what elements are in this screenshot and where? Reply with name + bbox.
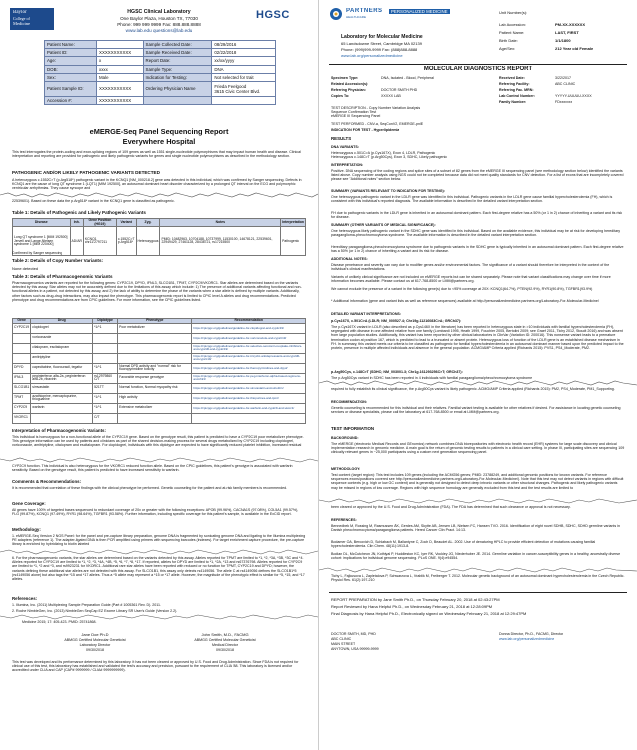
table-row [13,373,306,383]
background-text: The eMERGE (electronic Medical Records and GEnomics) network combines DNA biorepositories with electronic health record (EHR) systems for large scale discovery and clinical implementation research in genomic medicine. A main goal is the return of genomic testing results to patients in a clinical care setting. In phase III, participating sites are sequencing 109 clinically relevant genes in ~25,000 participants using a custom next generation sequencing panel. [331,442,625,455]
report-title: eMERGE-Seq Panel Sequencing Report [89,127,229,136]
info-label: Referring Fac. MRN: [499,88,534,92]
references-title: References: [12,596,38,601]
table-row [13,393,306,403]
summary1-text: One heterozygous pathogenic variant in the LDLR gene was identified in this individual. Pathogenic variants in the LDLR gene cause familial hypercholesterolemia (FH), which is consistent with this individual's reported diagnosis. The available information is described in the detailed variant interpretation section. [331,195,613,204]
reference-item: 2. Roche NimbleGen, Inc. (2013) NimbleGen SeqCap EZ Exome Library SR User's Guide (Version 2.2). [12,609,178,613]
table-row [13,403,306,413]
table-row [45,73,276,81]
page-tear [319,380,637,386]
table-cell: 521TT [93,383,118,393]
table-cell: citalopram, escitalopram [31,343,93,353]
summary2-text: One heterozygous likely pathogenic variant in the SDHC gene was identified in this individual. Based on the available evidence, this individual may be at risk for developing hereditary paraganglioma-pheochromocytoma syndrome. The available information is described in the detailed variant interpretation section. [331,229,621,238]
reference-item: Bodian DL, McCutcheon JN, Kothiyal P, Huddleston KC, Iyer RK, Vockley JG, Niederhuber JE. 2014. Germline variation in cancer-susceptibility genes in a healthy, ancestrally diverse cohort: implications for individual genome sequencing. PLoS ONE. 9(4):e94554. [331,552,621,561]
methodology-title: METHODOLOGY: [331,467,361,471]
summary1-text-2: FH due to pathogenic variants in the LDLR gene is inherited in an autosomal dominant pattern. Each first-degree relative has a 50% (or 1 in 2) chance of inheriting a variant and its risk for disease. [331,211,623,220]
notes-text-4: * Additional information (gene and variant lists as well as reference sequences) available at http://personalizedmedicine.partners.org/Laboratory-For-Molecular-Medicine/ [331,299,599,303]
test-performed: TEST PERFORMED - CNV-a, SeqConV2, EMERGE-pnlE [331,122,424,126]
info-value: FDxxxxxxx [555,100,573,104]
methodology-text: 1. eMERGE-Seq Version 2 NGS Panel: for the panel and pre-capture library preparation, genome DNA is fragmented by sonicating genome DNA and ligating to the Illumina multiplexing PE adapters (reference 1). The adapter-ligated DNA is then PCR amplified using primers with sequencing barcodes (indexes). For target enrichment capture procedure, the pre-capture library is enriched by hybridizing to biotin labeled [12,534,306,547]
table-cell: PMID: 10482963, 10704188, 10737999, 11530100, 14678121, 22539601, 22949429, 27461128, 28438721, rs17215500 [160,227,281,256]
field-label: DOB: [45,65,97,73]
accession-value: 1/1/1800 [555,38,571,43]
field-value: xx/xx/yyyy [212,57,276,65]
field-label: Report Date: [143,57,212,65]
summary2-text-2: Hereditary paraganglioma-pheochromocytoma syndrome due to pathogenic variants in the SDHC gene is typically inherited in an autosomal dominant pattern. Each first-degree relative has a 50% (or 1 in 2) chance of inheriting a variant and its risk for disease. [331,245,624,254]
report-prep: REPORT PREPARATION by Jane Smith Ph.D., on Thursday February 20, 2018 at 02:43:27PM [331,597,500,602]
info-label: Copies To: [331,94,350,98]
lab-phone: Phone: (999)999-9999 Fax: (888)888-8888 [341,47,418,52]
table-cell: voriconazole [31,333,93,343]
table-cell: TPMT [13,393,31,403]
column-header: Gene [13,319,31,324]
table-cell: https://cpicpgx.org/guidelines/guideline-for-warfarin-and-cyp2c9-and-vkorc1/ [192,403,306,413]
coverage-title: Gene Coverage: [12,501,46,506]
methodology-title: Methodology: [12,527,41,532]
field-value: 02/22/2018 [212,49,276,57]
info-label: Referring Physician: [331,88,366,92]
field-label: Sex: [45,73,97,81]
info-value: 3/22/2017 [555,76,571,80]
table-cell: Extensive metabolizer [118,403,192,413]
page-tear [0,457,318,463]
table-cell: *1/*1 [93,323,118,333]
partners-emblem-icon [329,7,343,21]
variant2-text: The p.Arg50Cys variant in SDHC has been reported in 4 individuals with familial paraganglioma/pheochromocytoma syndrome [331,376,533,380]
table-cell: KCNQ1 chr11:2797211 [83,227,116,256]
divider [329,64,627,65]
table-cell: peginterferon alfa-2a, peginterferon alfa-2b, ribavirin [31,373,93,383]
table-cell: *1/*1 [93,403,118,413]
reference-item: 1. Illumina, Inc. (2011) Multiplexing Sample Preparation Guide (Part # 1005361 Rev. D). 2011. [12,603,162,607]
info-label: Referring Facility: [499,82,530,86]
table-cell [93,353,118,363]
table-cell [118,353,192,363]
field-value: Male [97,73,144,81]
notes-text: Disease penetrance and severity can vary due to modifier genes and/or environmental factors. The significance of a variant should therefore be interpreted in the context of the individual's clinical manifestations. [331,263,610,272]
accession-label: Patient Name: [499,30,525,35]
unit-number: Unit Number(s): [499,10,528,15]
table-cell: Pathogenic [281,227,306,256]
intro-text: This test interrogates the protein-coding and exon-splicing regions of 109 genes as well as 1551 single-nucleotide polymorphisms that may impact human health and disease. Clinical interpretation and reporting are provided for pathogenic and likely pathogenic variants for genes and single nucleotide polymorphisms as described in the methodology section. [12,150,301,159]
table-row [45,81,276,96]
field-value: DNA [212,65,276,73]
background-title: BACKGROUND: [331,436,359,440]
table-cell: clopidogrel [31,323,93,333]
lab-address: 65 Landsdowne Street, Cambridge MA 02139 [341,41,422,46]
variant2-text-2: required to fully establish its clinical significance, the p.Arg50Cys variant is likely pathogenic. ACMG/AMP Criteria applied (Richards 2015): PM2, PS4_Moderate, PM1_Supporting. [331,387,615,391]
column-header: Disease [13,219,71,227]
methodology-text-2: been cleared or approved by the U.S. Food and Drug Administration (FDA). The FDA has determined that such clearance or approval is not necessary. [331,505,571,509]
lab-name: Laboratory for Molecular Medicine [341,34,423,40]
table-cell: Normal function, Normal myopathy risk [118,383,192,393]
column-header: Inh. [70,219,83,227]
table-cell: https://cpicpgx.org/guidelines/guideline-for-tricyclic-antidepressants-and-cyp2d6-and-cyp2c19/ [192,353,306,363]
field-label: Ordering Physician Name [143,81,212,96]
page-tear [0,549,318,555]
test-description: TEST DESCRIPTION - Copy Number Variation Analysis Sequence Confirmation Test eMERGE III Sequencing Panel [331,106,421,119]
table2-text: None detected [12,266,39,271]
table-cell: Favorable response genotype [118,373,192,383]
table-cell [118,413,192,423]
field-label [143,96,212,104]
page-tear [0,192,318,198]
table-row [13,323,306,333]
results-title: RESULTS [331,136,352,141]
coverage-text: All genes have 100% of targeted bases sequenced to redundant coverage of 20x or greater with the following exceptions: APOB (99.96%), CACNA1S (97.08%), COL5A1 (99.57%), FLG (99.87%), KCNQ1 (97.49%), RYR1 (98.64%), TGFBR1 (93.58%). Further information, including specific coverage for this patient's sample, is available in the ExCID report. [12,508,299,517]
field-value: XXXXXXXXXXX [97,81,144,96]
column-header: Notes [160,219,281,227]
table-cell: VKORC1 [13,413,31,423]
table-cell [118,333,192,343]
field-value: x [97,57,144,65]
field-value [212,96,276,104]
accession-value: LAST, FIRST [555,30,579,35]
summary1-title: SUMMARY (VARIANTS RELEVANT TO INDICATION FOR TESTING): [331,189,445,193]
column-header: Zyg. [136,219,160,227]
table-cell [31,413,93,423]
table-row [13,343,306,353]
table-row [45,65,276,73]
column-header: Recommendation [192,319,306,324]
table-row [13,333,306,343]
lab-web: www.lab.org/personalizedmedicine [341,53,403,58]
page-tear [319,498,637,504]
field-label: Patient ID: [45,49,97,57]
field-value: 08/29/2016 [212,41,276,49]
field-label: Sample Collected Date: [143,41,212,49]
interpretation-text: Positive. DNA sequencing of the coding regions and splice sites of a subset of 82 genes from the eMERGE III sequencing panel (see methodology section below) identified the variants listed above. Copy number analysis using NGS could not be completed because data did not meet quality standards for CNV detection. For a list of exons that are incompletely covered please see "Additional notes" section below. [331,169,624,182]
field-label: Age: [45,57,97,65]
table-row [13,363,306,373]
field-label: Sample Received Date: [143,49,212,57]
methodology-text-2: 6. For the pharmacogenomic variants, the star alleles are determined based on the variants detected by this assay. Alleles reported for TPMT are limited to *1, *2, *3A, *3B, *3C and *4. Alleles reported for CYP2C19 are limited to *1, *2, *3, *4A, *4B, *5, *6, *7, *8, *17. If reported, alleles for DPYD are limited to *1, *2A, *13 and rs67376798. Alleles reported for CYP2C9 are limited to *1, *2 and *3, and rs9923231 for VKORC1. Additional rare star alleles have been reported with reduced or no function for TPMT, CYP2C19 and DPYD; however, the variants defining these additional star alleles are not detected with this assay. For SLCO1B1, this assay only detects rs4149056. The allele C at rs4149056 defines the SLCO1B1*5 (rs4149056 alone) but also tags the *15 and *17 alleles. Thus a *5 allele may represent a *15 or *17 allele. However, the magnitude of the phenotypic effect is similar for *5, *15, and *17 alleles. [12,556,305,582]
column-header: Diplotype [93,319,118,324]
field-label: Accession #: [45,96,97,104]
table-row [45,96,276,104]
interp-title: Interpretation of Pharmacogenomic Variants: [12,428,106,433]
reference-item: Tichy L, Fajkusova L, Zapletalova P, Schwarzova L, Vrablik M, Freiberger T. 2012. Molecular genetic background of an autosomal dominant hypercholesterolemia in the Czech Republic. Physiol Res. 61(2):197-210 [331,574,625,583]
table-cell: https://cpicpgx.org/guidelines/guideline-for-fluoropyrimidines-and-dpyd/ [192,363,306,373]
hgsc-brand: HGSC [256,9,290,21]
pathogenic-section-title: PATHOGENIC AND/OR LIKELY PATHOGENIC VARIANTS DETECTED [12,170,160,175]
field-value: XXXXXXXXXXX [97,96,144,104]
page-tear [319,567,637,573]
table-cell: https://cpicpgx.org/guidelines/guideline-for-peg-interferon-alpha-based-regimens-and-ifnl3/ [192,373,306,383]
table2-title: Table 2: Details of Copy Number Variants: [12,258,104,263]
reference-item: Medicine 2015; 17: 405-423. PMID: 25741868. [22,620,97,624]
table-cell: warfarin [31,403,93,413]
table3-text: Pharmacogenomics variants are reported for the following genes: CYP2C19, DPYD, IFNL3, SLCO1B1, TPMT, CYP2C9/VKORC1. Star alleles are determined based on the variants detected by this assay. Star alleles may not be accurately defined due to the limitations of this assay which include: 1) The presence of additional variants affecting functional and non-functional alleles in a patient, not detected by this assay, and 2) the lack of ability to determine the phase of the variants when a star allele is defined by multiple variants. Additionally, other factors such as drug-drug interactions, may also impact the phenotype. This pharmacogenomic report is limited to CPIC level A alleles and drug recommendations. Predicted phenotype and drug recommendations are from CPIC guidelines. For more information, see the CPIC guidelines listed. [12,281,302,302]
table-cell: amitriptyline [31,353,93,363]
detailed-title: DETAILED VARIANT INTERPRETATIONS: [331,312,402,316]
reference-item: Bennedbek M, Rossing M, Rasmussen ÅK, Gerdes AM, Skytte AB, Jensen LB, Nielsen FC, Hansen TVO. 2016. Identification of eight novel SDHB, SDHC, SDHD germline variants in Danish pheochromocytoma/paraganglioma patients. Hered Cancer Clin Pract. 14:13. [331,524,620,533]
field-value: xxxx [97,65,144,73]
accession-label: Lab Accession: [499,22,526,27]
lab-phone: Phone: 999 999 9999 Fax: 888.888.8888 [117,22,201,27]
column-header: Gene Position (HG19) [83,219,116,227]
accession-value: 212 Year old Female [555,46,594,51]
report-subtitle: Everywhere Hospital [122,137,196,146]
comments-title: Comments & Recommendations: [12,479,82,484]
table-cell: Normal DPD activity and "normal" risk for fluoropyrimidine toxicity [118,363,192,373]
table-row [45,41,276,49]
column-header: Interpretation [281,219,306,227]
table-cell: rs12979860 C/T [93,373,118,383]
test-info-title: TEST INFORMATION [331,426,375,431]
column-header: Drug [31,319,93,324]
table-cell: azathioprine, mercaptopurine, thioguanine [31,393,93,403]
report-title: MOLECULAR DIAGNOSTICS REPORT [423,66,533,72]
table-cell: https://cpicpgx.org/guidelines/guideline-for-voriconazole-and-cyp2c19/ [192,333,306,343]
table3-title: Table 3: Details of Pharmacogenomic Variants [12,274,113,279]
table-cell: https://cpicpgx.org/guidelines/guideline-for-selective-serotonin-reuptake-inhibitors-and-cyp2d6-and-cyp2c19/ [192,343,306,353]
notes-text-2: Variants of unlikely clinical significance are not included on eMERGE reports but can be shared separately. Please note that variant classifications may change over time if more information becomes available. Please contact us at 617-768-8500 or LMM@partners.org. [331,275,611,284]
divider [329,592,627,593]
accession-label: Age/Sex: [499,46,516,51]
table-cell: CYP2C19 [13,323,31,333]
signature-name: John Smith, M.D., FACMG [201,632,249,637]
column-header: Phenotype [118,319,192,324]
table-cell [192,413,306,423]
table-cell: CYP2C9 [13,403,31,413]
table1-title: Table 1: Details of Pathogenic and Likely Pathogenic Variants [12,210,146,215]
info-value: DNA, Isolated - Blood, Peripheral [381,76,434,80]
field-label: Patient Sample ID: [45,81,97,96]
table-cell: DPYD [13,363,31,373]
indication: INDICATION FOR TEST - Hyperlipidemia [331,128,400,132]
table-cell: SLCO1B1 [13,383,31,393]
table-cell: *1/*1 [93,363,118,373]
table-cell: https://cpicpgx.org/guidelines/guideline-for-clopidogrel-and-cyp2c19/ [192,323,306,333]
table-cell: Poor metabolizer [118,323,192,333]
recommendation-title: RECOMMENDATION: [331,400,368,404]
table-cell: Heterozygous [136,227,160,256]
table-cell: C/T [93,413,118,423]
partners-report-page: PARTNERS HEALTHCARE PERSONALIZED MEDICINE Unit Number(s): Laboratory for Molecular Medicine 65 Landsdowne Street, Cambridge MA 02139 Phone: (999)999-9999 Fax: (888)888-8888 www.lab.org/personalizedmedicine Lab Accession: PM-XX-XXXXXX Patient Name: LAST, FIRST Birth Date: 1/1/1800 Age/Sex: 212 Year old Female MOLECULAR DIAGNOSTICS REPORT Specimen Type: DNA, Isolated - Blood, Peripheral Related Accession(s): Referring Physician: DOCTOR SMITH PHD Copies To: XXXXX LAB Received Date: 3/22/2017 Referring Facility: ABC CLINIC Referring Fac. MRN: Lab Control Number: YYYYY-UUUUU-XXXX Family Number: FDxxxxxxx TEST DESCRIPTION - Copy Number Variation Analysis Sequence Confirmation Test eMERGE III Sequencing Panel TEST PERFORMED - CNV-a, SeqConV2, EMERGE-pnlE INDICATION FOR TEST - Hyperlipidemia RESULTS DNA VARIANTS: Heterozygous c.501C>A (p.Cys167X), Exon 4, LDLR, Pathogenic Heterozygous c.148C>T (p.Arg50Cys), Exon 3, SDHC, Likely pathogenic INTERPRETATION: Positive. DNA sequencing of the coding regions and splice sites of a subset of 82 genes from the eMERGE III sequencing panel (see methodology section below) identified the variants listed above. Copy number analysis using NGS could not be completed because data did not meet quality standards for CNV detection. For a list of exons that are incompletely covered please see "Additional notes" section below. SUMMARY (VARIANTS RELEVANT TO INDICATION FOR TESTING): One heterozygous pathogenic variant in the LDLR gene was identified in this individual. Pathogenic variants in the LDLR gene cause familial hypercholesterolemia (FH), which is consistent with this individual's reported diagnosis. The available information is described in the detailed variant interpretation section. FH due to pathogenic variants in the LDLR gene is inherited in an autosomal dominant pattern. Each first-degree relative has a 50% (or 1 in 2) chance of inheriting a variant and its risk for disease. SUMMARY (OTHER VARIANTS OF MEDICAL SIGNIFICANCE): One heterozygous likely pathogenic variant in the SDHC gene was identified in this individual. Based on the available evidence, this individual may be at risk for developing hereditary paraganglioma-pheochromocytoma syndrome. The available information is described in the detailed variant interpretation section. Hereditary paraganglioma-pheochromocytoma syndrome due to pathogenic variants in the SDHC gene is typically inherited in an autosomal dominant pattern. Each first-degree relative has a 50% (or 1 in 2) chance of inheriting a variant and its risk for disease. ADDITIONAL NOTES: Disease penetrance and severity can vary due to modifier genes and/or environmental factors. The significance of a variant should therefore be interpreted in the context of the individual's clinical manifestations. Variants of unlikely clinical significance are not included on eMERGE reports but can be shared separately. Please note that variant classifications may change over time if more information becomes available. Please contact us at 617-768-8500 or LMM@partners.org. We cannot exclude the presence of a variant in the following gene(s) due to <95% coverage at 20X: KCNQ1(64.7%), PTEN(92.9%), RYR1(90.8%), TGFBR1(93.9%) * Additional information (gene and variant lists as well as reference sequences) available at http://personalizedmedicine.partners.org/Laboratory-For-Molecular-Medicine/ DETAILED VARIANT INTERPRETATIONS: p.Cys167X, c.501C>A (LDLR; NM_000527.4; Chr19g.11216083C>A; GRCh37): The p.Cys167X variant in LDLR (also described as p.Cys146X in the literature) has been reported in heterozygous state in >10 individuals with familial hypercholesterolemia (FH), segregated with disease in one affected relative from one family (Lombardi 1995, Heath 1999, Fouchier 2005, Bertolini 2009; see Graef 2011, Tichy 2012, Stoudt 2016) and was absent from large population studies. Additionally, this variant has been reported by other clinical laboratories in ClinVar (Variation ID: 200016). This nonsense variant leads to a premature termination codon at position 167, which is predicted to lead to a truncated or absent protein. Heterozygous loss of function of the LDLR gene is an established disease mechanism in FH. In summary, this variant meets our criteria to be classified as pathogenic for familial hypercholesterolemia in an autosomal dominant manner based upon the predicted impact to the protein, presence in multiple affected individuals and absence in the general population. ACMG/AMP Criteria applied (Richards 2015): PVS1, PS4_Moderate, PM2. p.Arg50Cys, c.148C>T (SDHC; NM_003001.3; Chr1g.161293256C>T; GRCh37): The p.Arg50Cys variant in SDHC has been reported in 4 individuals with familial paraganglioma/pheochromocytoma syndrome required to fully establish its clinical significance, the p.Arg50Cys variant is likely pathogenic. ACMG/AMP Criteria applied (Richards 2015): PM2, PS4_Moderate, PM1_Supporting. RECOMMENDATION: Genetic counseling is recommended for this individual and their relatives. Familial variant testing is available for other relatives if desired. For assistance in locating genetic counseling services or disease specialists, please call the laboratory at 617-768-8500 or email at LMM@partners.org. TEST INFORMATION BACKGROUND: The eMERGE (electronic Medical Records and GEnomics) network combines DNA biorepositories with electronic health record (EHR) systems for large scale discovery and clinical implementation research in genomic medicine. A main goal is the return of genomic testing results to patients in a clinical care setting. In phase III, participating sites are sequencing 109 clinically relevant genes in ~25,000 participants using a custom next generation sequencing panel. METHODOLOGY: Test content (target region): This test includes 109 genes (including the ACMG56 genes; PMID: 23788249, and additional genomic positions for known variants. For reference sequences exons/positions covered see http://personalizedmedicine.partners.org/Laboratory-For-Molecular-Medicine/). Note that this test may not detect variants in regions with difficult sequence contexts (e.g. high or low GC content) and is generally not designed to detect deep intronic variants or other structural changes. Pathogenic and likely pathogenic variants may be missed in regions of low coverage. Regions with high sequence homology are generally excluded from this test and the test results are limited to been cleared or approved by the U.S. Food and Drug Administration (FDA). The FDA has determined that such clearance or approval is not necessary. REFERENCES: Bennedbek M, Rossing M, Rasmussen ÅK, Gerdes AM, Skytte AB, Jensen LB, Nielsen FC, Hansen TVO. 2016. Identification of eight novel SDHB, SDHC, SDHD germline variants in Danish pheochromocytoma/paraganglioma patients. Hered Cancer Clin Pract. 14:13. Bodamer OA, Bercovich D, Schlabach M, Ballantyne C, Zoch D, Beaudet AL. 2002. Use of denaturing HPLC to provide efficient detection of mutations causing familial hypercholesterolemia. Clin Chem. 48(11):1913-8. Bodian DL, McCutcheon JN, Kothiyal P, Huddleston KC, Iyer RK, Vockley JG, Niederhuber JE. 2014. Germline variation in cancer-susceptibility genes in a healthy, ancestrally diverse cohort: implications for individual genome sequencing. PLoS ONE. 9(4):e94554. Tichy L, Fajkusova L, Zapletalova P, Schwarzova L, Vrablik M, Freiberger T. 2012. Molecular genetic background of an autosomal dominant hypercholesterolemia in the Czech Republic. Physiol Res. 61(2):197-210 REPORT PREPARATION by Jane Smith Ph.D., on Thursday February 20, 2018 at 02:43:27PM Report Reviewed by Hana Helpful Ph.D., on Wednesday February 21, 2018 at 12:28:09PM Final Diagnosis by Hana Helpful Ph.D., Electronically signed on Wednesday February 21, 2018 at 12:29:47PM DOCTOR SMITH, MD, PHD ABC CLINIC MAIN STREET ANYTOWN, USA 99999-9999 Donna Director, Ph.D., FACMG, Director www.lab.org/personalizedmedicine [319,0,637,750]
field-label: Indication for Testing: [143,73,212,81]
table-cell [13,333,31,343]
final-diagnosis: Final Diagnosis by Hana Helpful Ph.D., Electronically signed on Wednesday February 21, 2018 at 12:29:47PM [331,611,527,616]
accession-label: Birth Date: [499,38,518,43]
summary2-title: SUMMARY (OTHER VARIANTS OF MEDICAL SIGNIFICANCE): [331,223,436,227]
dna-variants-title: DNA VARIANTS: [331,145,359,149]
disclaimer-text: This test was developed and its performance determined by this laboratory. It has not been cleared or approved by U.S. Food and Drug Administration. Since FDA is not required for clinical use of this test, this laboratory has established and validated the test's accuracy and precision, pursuant to the requirement of CLIA '88. This laboratory is licensed and/or accredited under CLIA and CAP (CAP# 9999999 / CLIA# 9999999999). [12,660,299,673]
table-cell: High activity [118,393,192,403]
column-header: Variant [116,219,136,227]
table-cell: https://cpicpgx.org/guidelines/guideline-for-thiopurines-and-tpmt/ [192,393,306,403]
table-cell: https://cpicpgx.org/guidelines/guideline-for-simvastatin-and-slco1b1/ [192,383,306,393]
reference-item: Bodamer OA, Bercovich D, Schlabach M, Ballantyne C, Zoch D, Beaudet AL. 2002. Use of denaturing HPLC to provide efficient detection of mutations causing familial hypercholesterolemia. Clin Chem. 48(11):1913-8. [331,540,596,549]
dna-variants-text: Heterozygous c.501C>A (p.Cys167X), Exon 4, LDLR, Pathogenic Heterozygous c.148C>T (p.Arg50Cys), Exon 3, SDHC, Likely pathogenic [331,151,448,160]
interp-text: This individual is homozygous for a non-functional allele of the CYP2C19 gene. Based on the genotype result, this patient is predicted to have a CYP2C19 poor metabolizer phenotype. This genotype information can be used by patients and clinicians as part of the shared decision-making process for several drugs metabolized by CYP2C19 including clopidogrel, voriconazole, amitriptyline, citalopram and escitalopram. For clopidogrel, individuals with this diplotype are expected to have significantly reduced platelet inhibition, increased residual [12,435,304,448]
baylor-logo: Baylor College of Medicine [10,8,54,30]
table1-confirm: Confirmed by Sanger sequencing [12,251,63,255]
table-cell [13,353,31,363]
table-row [13,413,306,423]
comments-text: It is recommended that correlation of these findings with the clinical phenotype be performed. Genetic counseling for the patient and at-risk family members is recommended. [12,486,288,490]
lab-name: HGSC Clinical Laboratory [127,9,191,15]
info-label: Related Accession(s): [331,82,369,86]
pathogenic-text-2: 22539601). Based on these data the p.Arg518* variant in the KCNQ1 gene is classified as pathogenic. [12,199,175,203]
patient-info-table [44,40,276,105]
table-row [13,383,306,393]
variant2-title: p.Arg50Cys, c.148C>T (SDHC; NM_003001.3; Chr1g.161293256C>T; GRCh37): [331,370,463,374]
table-cell: c.1552C>T p.Arg518* [116,227,136,256]
table-cell [118,343,192,353]
info-label: Specimen Type: [331,76,359,80]
field-label: Sample Type: [143,65,212,73]
field-value: XXXXXXXXXXX [97,49,144,57]
table-cell: *1/*1 [93,393,118,403]
variant1-text: The p.Cys167X variant in LDLR (also described as p.Cys146X in the literature) has been reported in heterozygous state in >10 individuals with familial hypercholesterolemia (FH), segregated with disease in one affected relative from one family (Lombardi 1995, Heath 1999, Fouchier 2005, Bertolini 2009; see Graef 2011, Tichy 2012, Stoudt 2016) and was absent from large population studies. Additionally, this variant has been reported by other clinical laboratories in ClinVar (Variation ID: 200016). This nonsense variant leads to a premature termination codon at position 167, which is predicted to lead to a truncated or absent protein. Heterozygous loss of function of the LDLR gene is an established disease mechanism in FH. In summary, this variant meets our criteria to be classified as pathogenic for familial hypercholesterolemia in an autosomal dominant manner based upon the predicted impact to the protein, presence in multiple affected individuals and absence in the general population. ACMG/AMP Criteria applied (Richards 2015): PVS1, PS4_Moderate, PM2. [331,325,624,351]
report-reviewed: Report Reviewed by Hana Helpful Ph.D., on Wednesday February 21, 2018 at 12:28:09PM [331,604,493,609]
table-cell: simvastatin [31,383,93,393]
notes-title: ADDITIONAL NOTES: [331,257,368,261]
field-label: Patient Name: [45,41,97,49]
table-cell: AD/AR [70,227,83,256]
signature-name: Jane Doe Ph.D [81,632,109,637]
info-label: Lab Control Number: [499,94,535,98]
variant1-title: p.Cys167X, c.501C>A (LDLR; NM_000527.4; Chr19g.11216083C>A; GRCh37): [331,319,462,323]
partners-logo: PARTNERS HEALTHCARE PERSONALIZED MEDICINE [329,7,479,21]
lab-web: www.lab.edu questions@lab.edu [125,28,193,33]
info-value: DOCTOR SMITH PHD [381,88,418,92]
info-label: Family Number: [499,100,527,104]
table-cell [13,343,31,353]
table-cell: IFNL3 [13,373,31,383]
table-cell: capecitabine, fluorouracil, tegafur [31,363,93,373]
pharmacogenomic-table [12,318,306,424]
recommendation-text: Genetic counseling is recommended for this individual and their relatives. Familial variant testing is available for other relatives if desired. For assistance in locating genetic counseling services or disease specialists, please call the laboratory at 617-768-8500 or email at LMM@partners.org. [331,406,621,415]
accession-value: PM-XX-XXXXXX [555,22,586,27]
info-value: YYYYY-UUUUU-XXXX [555,94,592,98]
table-row [13,353,306,363]
notes-text-3: We cannot exclude the presence of a variant in the following gene(s) due to <95% coverage at 20X: KCNQ1(64.7%), PTEN(92.9%), RYR1(90.8%), TGFBR1(93.9%) [331,287,593,291]
info-label: Received Date: [499,76,525,80]
table-cell: Long QT syndrome 1 [MIM 192500] Jervell and Lange-Nielsen syndrome 1 [MIM 220400] [13,227,71,256]
field-value: Not selected for trait [212,73,276,81]
references-title: REFERENCES: [331,518,357,522]
info-value: XXXXX LAB [381,94,401,98]
lab-address: One Baylor Plaza, Houston TX, 77030 [120,16,198,21]
field-value [97,41,144,49]
table-cell [93,343,118,353]
table-cell [93,333,118,343]
table-row [45,57,276,65]
table-row [45,49,276,57]
interp-text-2: CYP2C9 function. This individual is also heterozygous for the VKORC1 reduced function allele. Based on the CPIC guidelines, this patient's genotype is associated with warfarin sensitivity. Based on the genotype result, this patient is predicted to have increased sensitivity to warfarin. [12,464,293,473]
info-value: ABC CLINIC [555,82,576,86]
pathogenic-text: A heterozygous c.1552C>T (p.Arg518*) pathogenic variant in the KCNQ1 [NM_000218.2] gene was detected in this individual, which was confirmed by Sanger sequencing. Defects in KCNQ1 are the cause of long QT syndrome 1 (LQT1) [MIM 192500], an autosomal dominant heart disorder characterized by a prolonged QT interval on the ECG and polymorphic ventricular arrhythmias. They cause syncope and [12,178,302,191]
field-value: Frieda Feelgood 3615 Civic Center Blvd. [212,81,276,96]
hgsc-report-page: Baylor College of Medicine HGSC HGSC Clinical Laboratory One Baylor Plaza, Houston TX, 77030 Phone: 999 999 9999 Fax: 888.888.8888 www.lab.edu questions@lab.edu Patient Name: Sample Collected Date: 08/29/2016 Patient ID: XXXXXXXXXXX Sample Received Date: 02/22/2018 Age: x Report Date: xx/xx/yyyy DOB: xxxx Sample Type: DNA Sex: Male Indication for Testing: Not selected for trait Patient Sample ID: XXXXXXXXXXX Ordering Physician Name Frieda Feelgood 3615 Civic Center Blvd. Accession #: XXXXXXXXXXX eMERGE-Seq Panel Sequencing Report Everywhere Hospital This test interrogates the protein-coding and exon-splicing regions of 109 genes as well as 1551 single-nucleotide polymorphisms that may impact human health and disease. Clinical interpretation and reporting are provided for pathogenic and likely pathogenic variants for genes and single nucleotide polymorphisms as described in the methodology section. PATHOGENIC AND/OR LIKELY PATHOGENIC VARIANTS DETECTED A heterozygous c.1552C>T (p.Arg518*) pathogenic variant in the KCNQ1 [NM_000218.2] gene was detected in this individual, which was confirmed by Sanger sequencing. Defects in KCNQ1 are the cause of long QT syndrome 1 (LQT1) [MIM 192500], an autosomal dominant heart disorder characterized by a prolonged QT interval on the ECG and polymorphic ventricular arrhythmias. They cause syncope and 22539601). Based on these data the p.Arg518* variant in the KCNQ1 gene is classified as pathogenic. Table 1: Details of Pathogenic and Likely Pathogenic Variants Disease Inh. Gene Position (HG19) Variant Zyg. Notes Interpretation Long QT syndrome 1 [MIM 192500] Jervell and Lange-Nielsen syndrome 1 [MIM 220400] AD/AR KCNQ1 chr11:2797211 c.1552C>T p.Arg518* Heterozygous PMID: 10482963, 10704188, 10737999, 11530100, 14678121, 22539601, 22949429, 27461128, 28438721, rs17215500 Pathogenic Confirmed by Sanger sequencing Table 2: Details of Copy Number Variants: None detected Table 3: Details of Pharmacogenomic Variants Pharmacogenomics variants are reported for the following genes: CYP2C19, DPYD, IFNL3, SLCO1B1, TPMT, CYP2C9/VKORC1. Star alleles are determined based on the variants detected by this assay. Star alleles may not be accurately defined due to the limitations of this assay which include: 1) The presence of additional variants affecting functional and non-functional alleles in a patient, not detected by this assay, and 2) the lack of ability to determine the phase of the variants when a star allele is defined by multiple variants. Additionally, other factors such as drug-drug interactions, may also impact the phenotype. This pharmacogenomic report is limited to CPIC level A alleles and drug recommendations. Predicted phenotype and drug recommendations are from CPIC guidelines. For more information, see the CPIC guidelines listed. Gene Drug Diplotype Phenotype Recommendation CYP2C19 clopidogrel *1/*1 Poor metabolizer https://cpicpgx.org/guidelines/guideline-for-clopidogrel-and-cyp2c19/ voriconazole https://cpicpgx.org/guidelines/guideline-for-voriconazole-and-cyp2c19/ citalopram, escitalopram https://cpicpgx.org/guidelines/guideline-for-selective-serotonin-reuptake-inhibitors-and-cyp2d6-and-cyp2c19/ amitriptyline https://cpicpgx.org/guidelines/guideline-for-tricyclic-antidepressants-and-cyp2d6-and-cyp2c19/ DPYD capecitabine, fluorouracil, tegafur *1/*1 Normal DPD activity and "normal" risk for fluoropyrimidine toxicity https://cpicpgx.org/guidelines/guideline-for-fluoropyrimidines-and-dpyd/ IFNL3 peginterferon alfa-2a, peginterferon alfa-2b, ribavirin rs12979860 C/T Favorable response genotype https://cpicpgx.org/guidelines/guideline-for-peg-interferon-alpha-based-regimens-and-ifnl3/ SLCO1B1 simvastatin 521TT Normal function, Normal myopathy risk https://cpicpgx.org/guidelines/guideline-for-simvastatin-and-slco1b1/ TPMT azathioprine, mercaptopurine, thioguanine *1/*1 High activity https://cpicpgx.org/guidelines/guideline-for-thiopurines-and-tpmt/ CYP2C9 warfarin *1/*1 Extensive metabolizer https://cpicpgx.org/guidelines/guideline-for-warfarin-and-cyp2c9-and-vkorc1/ VKORC1 C/T Interpretation of Pharmacogenomic Variants: This individual is homozygous for a non-functional allele of the CYP2C19 gene. Based on the genotype result, this patient is predicted to have a CYP2C19 poor metabolizer phenotype. This genotype information can be used by patients and clinicians as part of the shared decision-making process for several drugs metabolized by CYP2C19 including clopidogrel, voriconazole, amitriptyline, citalopram and escitalopram. For clopidogrel, individuals with this diplotype are expected to have significantly reduced platelet inhibition, increased residual CYP2C9 function. This individual is also heterozygous for the VKORC1 reduced function allele. Based on the CPIC guidelines, this patient's genotype is associated with warfarin sensitivity. Based on the genotype result, this patient is predicted to have increased sensitivity to warfarin. Comments & Recommendations: It is recommended that correlation of these findings with the clinical phenotype be performed. Genetic counseling for the patient and at-risk family members is recommended. Gene Coverage: All genes have 100% of targeted bases sequenced to redundant coverage of 20x or greater with the following exceptions: APOB (99.96%), CACNA1S (97.08%), COL5A1 (99.57%), FLG (99.87%), KCNQ1 (97.49%), RYR1 (98.64%), TGFBR1 (93.58%). Further information, including specific coverage for this patient's sample, is available in the ExCID report. Methodology: 1. eMERGE-Seq Version 2 NGS Panel: for the panel and pre-capture library preparation, genome DNA is fragmented by sonicating genome DNA and ligating to the Illumina multiplexing PE adapters (reference 1). The adapter-ligated DNA is then PCR amplified using primers with sequencing barcodes (indexes). For target enrichment capture procedure, the pre-capture library is enriched by hybridizing to biotin labeled 6. For the pharmacogenomic variants, the star alleles are determined based on the variants detected by this assay. Alleles reported for TPMT are limited to *1, *2, *3A, *3B, *3C and *4. Alleles reported for CYP2C19 are limited to *1, *2, *3, *4A, *4B, *5, *6, *7, *8, *17. If reported, alleles for DPYD are limited to *1, *2A, *13 and rs67376798. Alleles reported for CYP2C9 are limited to *1, *2 and *3, and rs9923231 for VKORC1. Additional rare star alleles have been reported with reduced or no function for TPMT, CYP2C19 and DPYD; however, the variants defining these additional star alleles are not detected with this assay. For SLCO1B1, this assay only detects rs4149056. The allele C at rs4149056 defines the SLCO1B1*5 (rs4149056 alone) but also tags the *15 and *17 alleles. Thus a *5 allele may represent a *15 or *17 allele. However, the magnitude of the phenotypic effect is similar for *5, *15, and *17 alleles. References: 1. Illumina, Inc. (2011) Multiplexing Sample Preparation Guide (Part # 1005361 Rev. D). 2011. 2. Roche NimbleGen, Inc. (2013) NimbleGen SeqCap EZ Exome Library SR User's Guide (Version 2.2). Medicine 2015; 17: 405-423. PMID: 25741868. Jane Doe Ph.D ABMGG Certified Molecular Geneticist Laboratory Director 09/30/2018 John Smith, M.D., FACMG ABMGG Certified Molecular Geneticist Medical Director 09/30/2018 This test was developed and its performance determined by this laboratory. It has not been cleared or approved by U.S. Food and Drug Administration. Since FDA is not required for clinical use of this test, this laboratory has established and validated the test's accuracy and precision, pursuant to the requirement of CLIA '88. This laboratory is licensed and/or accredited under CLIA and CAP (CAP# 9999999 / CLIA# 9999999999). [0,0,319,750]
interpretation-title: INTERPRETATION: [331,163,364,167]
methodology-text: Test content (target region): This test includes 109 genes (including the ACMG56 genes; PMID: 23788249, and additional genomic positions for known variants. For reference sequences exons/positions covered see http://personalizedmedicine.partners.org/Laboratory-For-Molecular-Medicine/). Note that this test may not detect variants in regions with difficult sequence contexts (e.g. high or low GC content) and is generally not designed to detect deep intronic variants or other structural changes. Pathogenic and likely pathogenic variants may be missed in regions of low coverage. Regions with high sequence homology are generally excluded from this test and the test results are limited to [331,473,624,490]
